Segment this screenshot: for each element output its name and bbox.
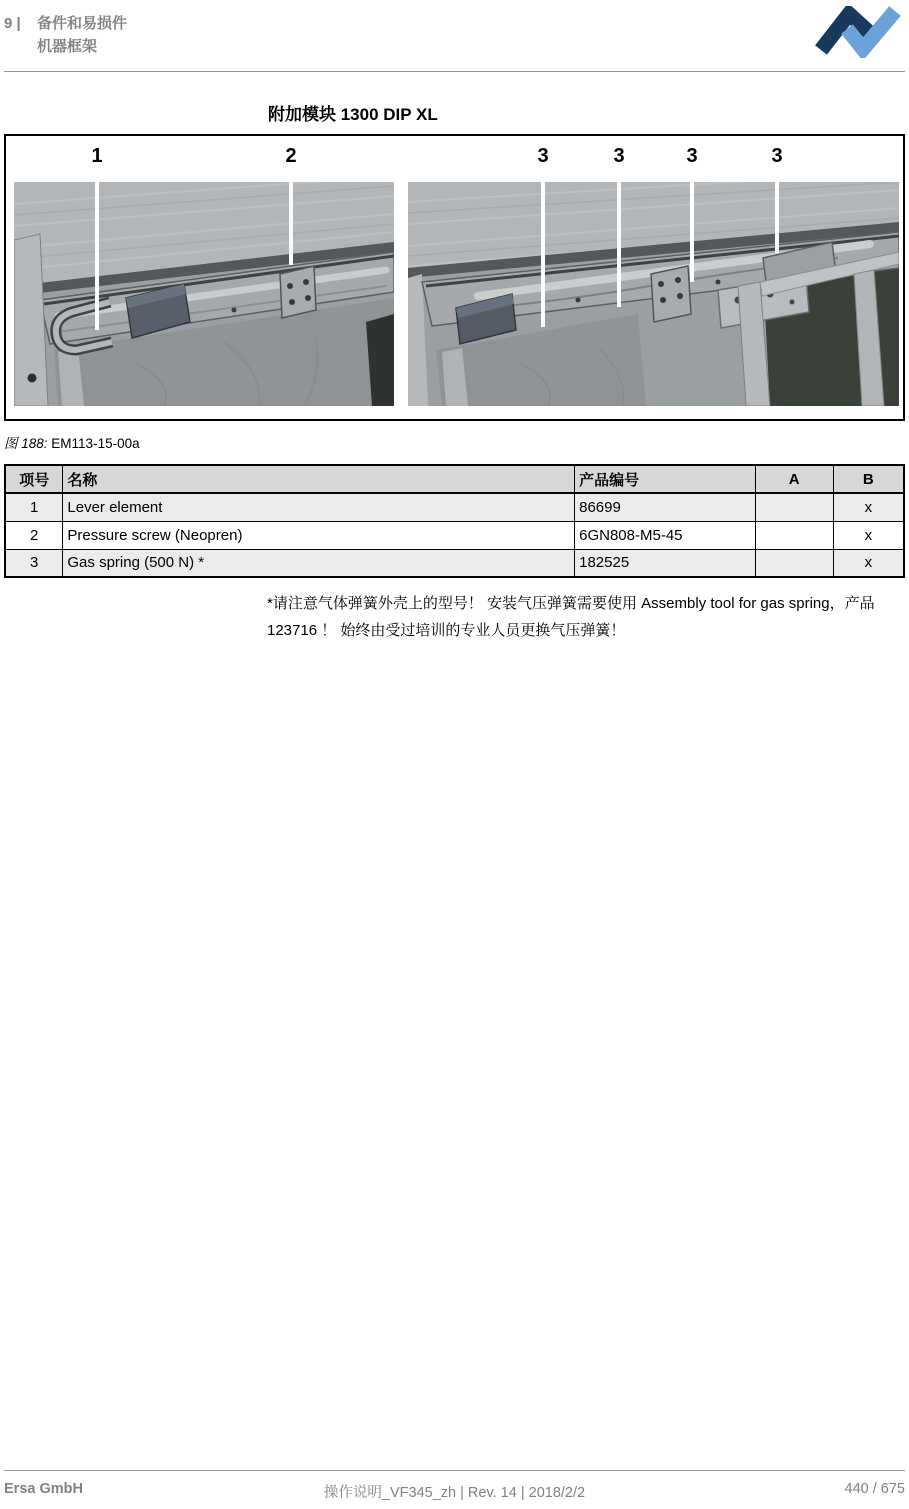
cell-part: 182525: [575, 549, 756, 577]
figure-caption-label: 图 188:: [4, 436, 48, 451]
cell-a: [755, 493, 833, 521]
page-title: 附加模块 1300 DIP XL: [268, 105, 438, 124]
callout-3b-leader-line: [617, 168, 621, 307]
footer-divider: [4, 1470, 905, 1471]
footer-page-number: 440 / 675: [844, 1481, 905, 1497]
cell-part: 86699: [575, 493, 756, 521]
footer-company: Ersa GmbH: [4, 1481, 83, 1497]
cell-name: Gas spring (500 N) *: [63, 549, 575, 577]
footer-document-info: 操作说明_VF345_zh | Rev. 14 | 2018/2/2: [323, 1485, 586, 1501]
table-row: [5, 549, 904, 577]
page-footer: [4, 1481, 905, 1502]
cell-a: [755, 521, 833, 549]
machine-photo-right: [408, 182, 899, 406]
callout-3c-label: 3: [686, 145, 698, 167]
cell-item: 2: [5, 521, 63, 549]
header-divider: [4, 71, 905, 72]
chapter-number: 9 |: [4, 15, 21, 32]
chapter-subtitle: 机器框架: [37, 38, 98, 55]
callout-3d: [762, 144, 792, 253]
callout-2: [276, 144, 306, 265]
table-row: [5, 493, 904, 521]
table-header-row: [5, 465, 904, 493]
col-header-name: 名称: [63, 465, 575, 493]
cell-item: 1: [5, 493, 63, 521]
col-header-a: A: [755, 465, 833, 493]
table-row: [5, 521, 904, 549]
callout-1: [82, 144, 112, 330]
chapter-header: [4, 12, 127, 58]
cell-b: x: [833, 521, 904, 549]
figure-frame: [4, 134, 905, 421]
cell-name: Lever element: [63, 493, 575, 521]
chapter-title: 备件和易损件: [37, 15, 128, 32]
cell-b: x: [833, 493, 904, 521]
callout-1-label: 1: [91, 145, 103, 167]
col-header-b: B: [833, 465, 904, 493]
cell-b: x: [833, 549, 904, 577]
figure-caption: [4, 432, 140, 452]
gas-spring-footnote: *请注意气体弹簧外壳上的型号！ 安装气压弹簧需要使用 Assembly tool for gas spring，产品 123716 ！ 始终由受过培训的专业人员更换气压弹簧！: [267, 595, 875, 639]
callout-3d-leader-line: [775, 168, 779, 253]
cell-name: Pressure screw (Neopren): [63, 521, 575, 549]
parts-table: [4, 464, 905, 578]
col-header-part: 产品编号: [575, 465, 756, 493]
ersa-logo-icon: [813, 6, 901, 63]
callout-3d-label: 3: [771, 145, 783, 167]
callout-3b-label: 3: [613, 145, 625, 167]
callout-2-leader-line: [289, 168, 293, 265]
callout-2-label: 2: [285, 145, 297, 167]
callout-3a: [528, 144, 558, 327]
callout-1-leader-line: [95, 168, 99, 330]
callout-3c: [677, 144, 707, 282]
machine-photo-left: [14, 182, 394, 406]
callout-3c-leader-line: [690, 168, 694, 282]
cell-item: 3: [5, 549, 63, 577]
col-header-item: 项号: [5, 465, 63, 493]
callout-3a-leader-line: [541, 168, 545, 327]
cell-a: [755, 549, 833, 577]
callout-3a-label: 3: [537, 145, 549, 167]
callout-3b: [604, 144, 634, 307]
figure-caption-value: EM113-15-00a: [51, 436, 140, 451]
cell-part: 6GN808-M5-45: [575, 521, 756, 549]
